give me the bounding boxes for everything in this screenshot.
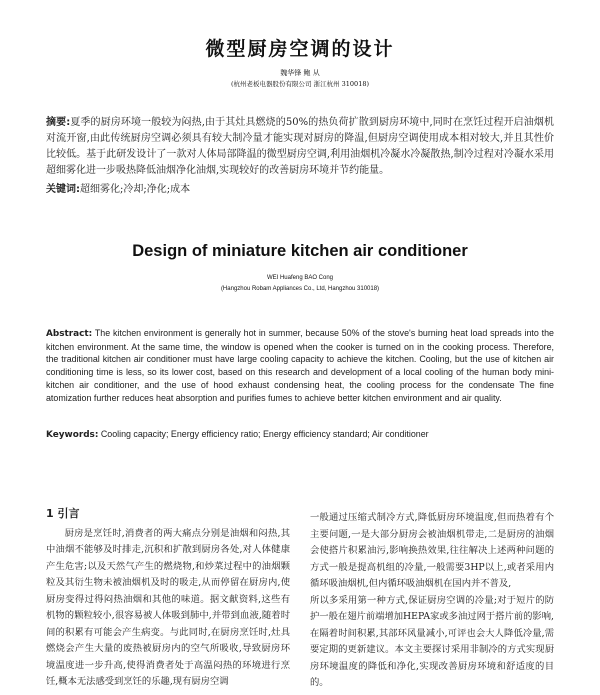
english-title: Design of miniature kitchen air conditioner	[132, 242, 468, 260]
english-keywords	[46, 429, 554, 440]
chinese-authors: 魏华锋 鲍 从	[280, 69, 320, 77]
body-column-left	[46, 506, 290, 691]
body-paragraph: 所以多采用第一种方式,保证厨房空调的冷量;对于短片的防护一般在翅片前端增加HEPA家或多油过网于搭片前的影响,在隔着时间积累,其部环风量减小,可评也会大人降低冷量,需要定期的更新建议。本文主要探讨采用非制冷的方式实现厨房环境温度的降低和净化,实现改善厨房环境和舒适度的目的。	[310, 594, 554, 688]
body-paragraph: 一般通过压缩式制冷方式,降低厨房环境温度,但而热着有个主要问题,一是大部分厨房会被油烟机带走,二是厨房的油烟会使搭片积累油污,影响换热效果,往往解决上述两种问题的方式一般是提高机组的冷量,一般需要3HP以上,或者采用内循环吸油烟机,但内循环吸油烟机在国内并不普及,	[310, 512, 554, 589]
english-abstract	[46, 327, 554, 404]
chinese-keywords	[46, 180, 554, 195]
english-keywords-text: Cooling capacity; Energy efficiency ratio; Energy efficiency standard; Air conditioner	[100, 429, 429, 439]
chinese-abstract-label: 摘要:	[46, 117, 71, 128]
english-authors: WEI Huafeng BAO Cong	[266, 275, 334, 281]
chinese-title: 微型厨房空调的设计	[205, 38, 395, 60]
chinese-keywords-text: 超细雾化;冷却;净化;成本	[80, 184, 191, 195]
chinese-abstract-text: 夏季的厨房环境一般较为闷热,由于其灶具燃烧的50%的热负荷扩散到厨房环境中,同时在烹饪过程开启油烟机对流开窗,由此传统厨房空调必须具有较大制冷量才能实现对厨房的降温,但厨房空调使用成本相对较大,并且其性价比较低。基于此研发设计了一款对人体局部降温的微型厨房空调,利用油烟机冷凝水冷凝散热,制冷过程对冷凝水采用超细雾化进一步吸热降低油烟净化油烟,实现较好的改善厨房环境并节约能量。	[46, 117, 554, 176]
english-affiliation: (Hangzhou Robam Appliances Co., Ltd, Hangzhou 310018)	[220, 286, 380, 292]
chinese-affiliation: (杭州老板电器股份有限公司 浙江杭州 310018)	[230, 80, 370, 88]
chinese-abstract	[46, 115, 554, 179]
body-column-right	[310, 510, 554, 692]
english-keywords-label: Keywords:	[46, 430, 99, 440]
body-paragraph: 厨房是烹饪时,消费者的两大痛点分别是油烟和闷热,其中油烟不能够及时排走,沉积和扩散到厨房各处,对人体健康产生危害;以及天然气产生的燃烧物,和炒菜过程中的油烟颗粒及其衍生物未被油烟机及时的吸走,从而停留在厨房内,使厨房变得过得闷热油烟和其他的味道。据文献资料,这些有机物的颗粒较小,很容易被人体吸到肺中,并带到血液,随着时间的积累有可能会产生病变。与此同时,在厨房烹饪时,灶具燃烧会产生大量的废热被厨房内的空气所吸收,导致厨房环境温度进一步升高,使得消费者处于高温闷热的环境进行烹饪,概本无法感受到烹饪的乐趣,现有厨房空调	[46, 527, 290, 687]
chinese-keywords-label: 关键词:	[46, 184, 80, 195]
section-heading-introduction: 1 引言	[46, 507, 80, 520]
english-abstract-label: Abstract:	[46, 329, 93, 339]
english-abstract-text: The kitchen environment is generally hot in summer, because 50% of the stove's burning heat load spreads into the kitchen environment. At the same time, the window is opened when the cooker is turned on in the cooking process. Therefore, the traditional kitchen air conditioner must have large cooling capacity to achieve the kitchen. Cooling, but the use of kitchen air conditioning time is less, so its lower cost, based on this research and development of a local cooling of the human body mini-kitchen air conditioner, and the use of hood exhaust condensing heat, the cooling process for the condensate The fine atomization further reduces heat absorption and purifies fumes to achieve better kitchen environment and air quality.	[46, 328, 554, 403]
